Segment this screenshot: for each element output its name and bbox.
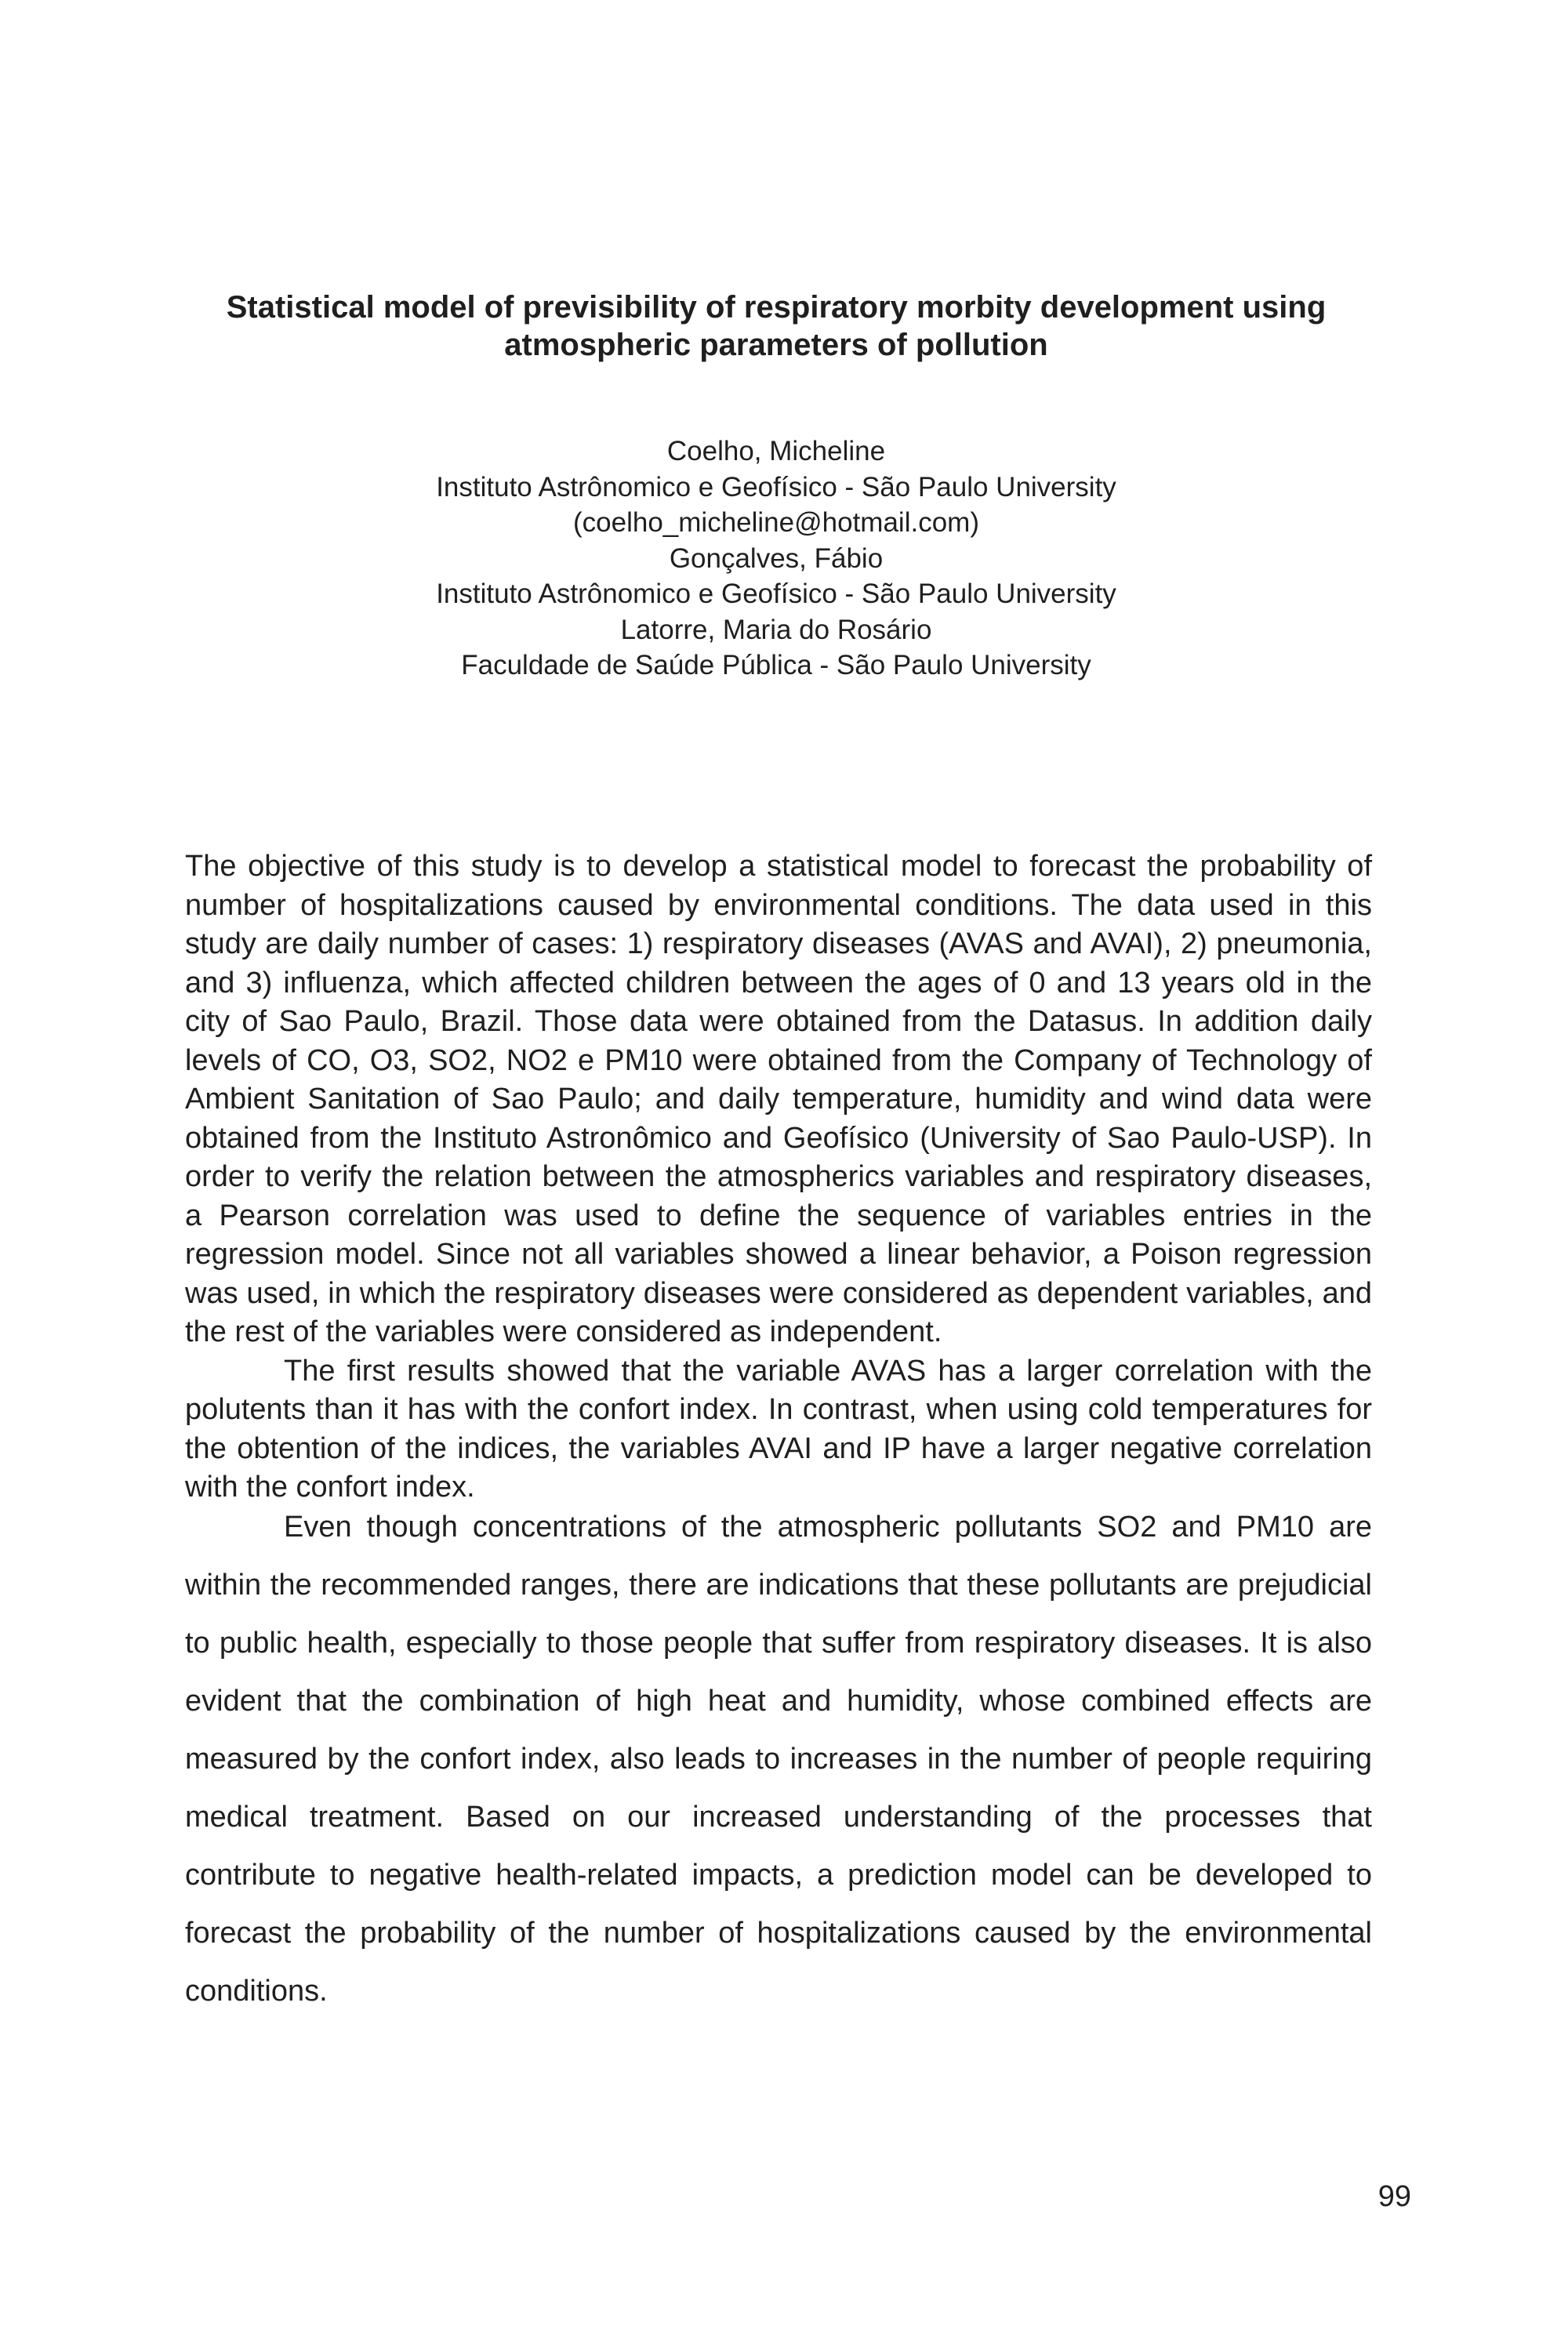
body-paragraph: The objective of this study is to develop a statistical model to forecast the probability of number of hospitalizations caused by environmental conditions. The data used in this study are daily number of cases: 1) respiratory diseases (AVAS and AVAI), 2) pneumonia, and 3) influenza, which affected children between the ages of 0 and 13 years old in the city of Sao Paulo, Brazil. Those data were obtained from the Datasus. In addition daily levels of CO, O3, SO2, NO2 e PM10 were obtained from the Company of Technology of Ambient Sanitation of Sao Paulo; and daily temperature, humidity and wind data were obtained from the Instituto Astronômico and Geofísico (University of Sao Paulo-USP). In order to verify the relation between the atmospherics variables and respiratory diseases, a Pearson correlation was used to define the sequence of variables entries in the regression model. Since not all variables showed a linear behavior, a Poison regression was used, in which the respiratory diseases were considered as dependent variables, and the rest of the variables were considered as independent. (185, 850, 1372, 1348)
author-name: Coelho, Micheline (666, 436, 886, 466)
author-name: Latorre, Maria do Rosário (620, 614, 932, 645)
paper-title: Statistical model of previsibility of respiratory morbity development using atmospheric parameters of pollution (226, 290, 1327, 362)
author-email: (coelho_micheline@hotmail.com) (573, 507, 979, 538)
abstract-body (185, 847, 1372, 2020)
body-paragraph: The first results showed that the variable AVAS has a larger correlation with the polutents than it has with the confort index. In contrast, when using cold temperatures for the obtention of the indices, the variables AVAI and IP have a larger negative correlation with the confort index. (185, 1354, 1372, 1504)
author-affiliation: Faculdade de Saúde Pública - São Paulo University (461, 650, 1091, 680)
author-affiliation: Instituto Astrônomico e Geofísico - São Paulo University (436, 579, 1116, 609)
author-affiliation: Instituto Astrônomico e Geofísico - São Paulo University (436, 471, 1116, 502)
body-paragraph: Even though concentrations of the atmospheric pollutants SO2 and PM10 are within the recommended ranges, there are indications that these pollutants are prejudicial to public health, especially to those people that suffer from respiratory diseases. It is also evident that the combination of high heat and humidity, whose combined effects are measured by the confort index, also leads to increases in the number of people requiring medical treatment. Based on our increased understanding of the processes that contribute to negative health-related impacts, a prediction model can be developed to forecast the probability of the number of hospitalizations caused by the environmental conditions. (185, 1510, 1372, 2008)
page-number: 99 (1377, 2180, 1411, 2213)
author-name: Gonçalves, Fábio (669, 542, 884, 574)
authors-block (259, 434, 1294, 684)
